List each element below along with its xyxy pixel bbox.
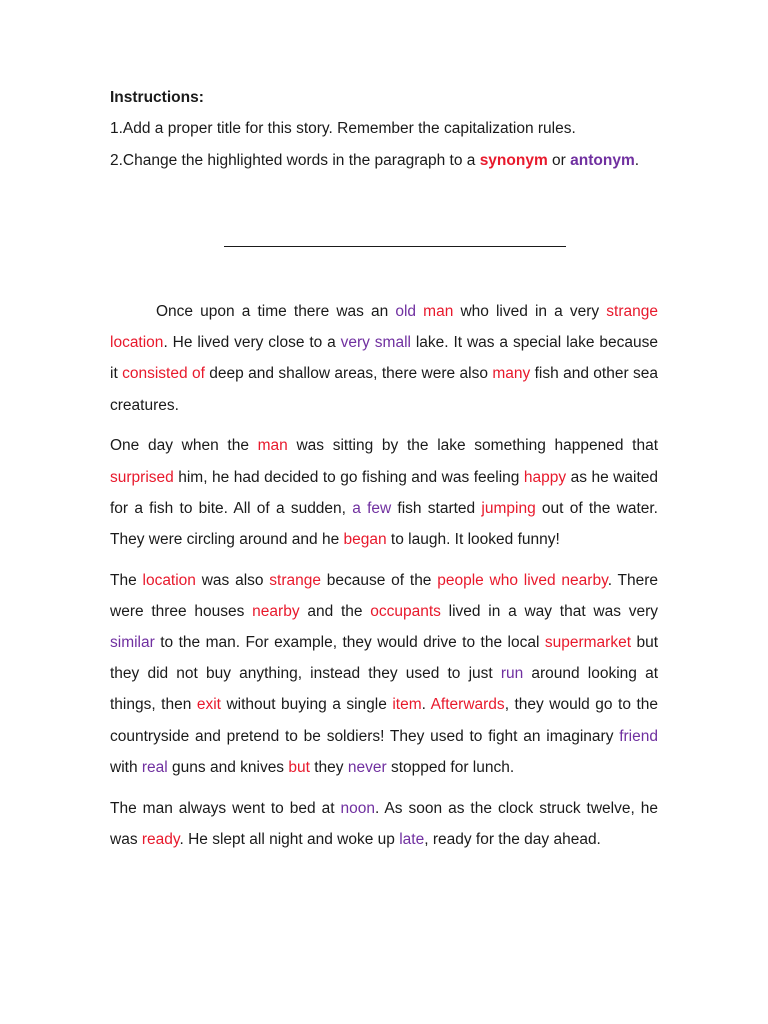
highlighted-word: consisted of — [122, 365, 205, 383]
highlighted-word: a few — [352, 499, 392, 517]
instruction-item-2: 2.Change the highlighted words in the paragraph to a synonym or antonym. — [110, 152, 640, 169]
highlighted-word: supermarket — [544, 634, 632, 652]
highlighted-word: never — [347, 758, 387, 776]
highlighted-word: late — [399, 830, 425, 848]
highlighted-word: antonym — [570, 152, 635, 169]
story-paragraph-4: The man always went to bed at noon. As soon as the clock struck twelve, he was ready. He slept all night and woke up late, ready for the day ahead. — [110, 799, 658, 848]
highlighted-word: synonym — [479, 152, 548, 169]
highlighted-word: similar — [110, 634, 155, 652]
highlighted-word: ready — [141, 830, 180, 848]
highlighted-word: old — [395, 303, 417, 320]
highlighted-word: run — [500, 665, 524, 683]
instruction-item-1: 1.Add a proper title for this story. Remember the capitalization rules. — [110, 120, 576, 137]
highlighted-word: occupants — [370, 602, 441, 620]
highlighted-word: surprised — [110, 468, 174, 486]
highlighted-word: exit — [196, 696, 221, 714]
highlighted-word: location — [142, 571, 196, 589]
highlighted-word: nearby — [252, 602, 300, 620]
highlighted-word: began — [343, 530, 387, 548]
story-body — [110, 296, 658, 864]
highlighted-word: but — [288, 758, 310, 776]
highlighted-word: friend — [619, 727, 658, 745]
instructions-heading: Instructions: — [110, 89, 204, 106]
highlighted-word: jumping — [481, 499, 536, 517]
story-paragraph-1: Once upon a time there was an old man who lived in a very strange location. He lived very close to a very small lake. It was a special lake because it consisted of deep and shallow areas, there were also many fish and other sea creatures. — [110, 303, 658, 414]
highlighted-word: man — [257, 437, 288, 455]
instructions-block — [110, 86, 670, 174]
highlighted-word: strange — [269, 571, 321, 589]
highlighted-word: strange location — [110, 303, 658, 352]
highlighted-word: item — [392, 696, 422, 714]
story-paragraph-2: One day when the man was sitting by the lake something happened that surprised him, he had decided to go fishing and was feeling happy as he waited for a fish to bite. All of a sudden, a few fish started jumping out of the water. They were circling around and he began to laugh. It looked funny! — [110, 437, 659, 548]
highlighted-word: very small — [340, 334, 411, 352]
title-blank-line[interactable] — [224, 246, 566, 247]
highlighted-word: man — [423, 303, 454, 320]
highlighted-word: noon — [340, 799, 375, 817]
highlighted-word: Afterwards — [430, 696, 505, 714]
highlighted-word: real — [141, 758, 168, 776]
highlighted-word: happy — [523, 468, 567, 486]
highlighted-word: people who lived nearby — [437, 571, 608, 589]
highlighted-word: many — [492, 365, 531, 383]
story-paragraph-3: The location was also strange because of the people who lived nearby. There were three houses nearby and the occupants lived in a way that was very similar to the man. For example, they would drive to the local supermarket but they did not buy anything, instead they used to just run around looking at things, then exit without buying a single item. Afterwards, they would go to the countryside and pretend to be soldiers! They used to fight an imaginary friend with real guns and knives but they never stopped for lunch. — [110, 571, 659, 776]
